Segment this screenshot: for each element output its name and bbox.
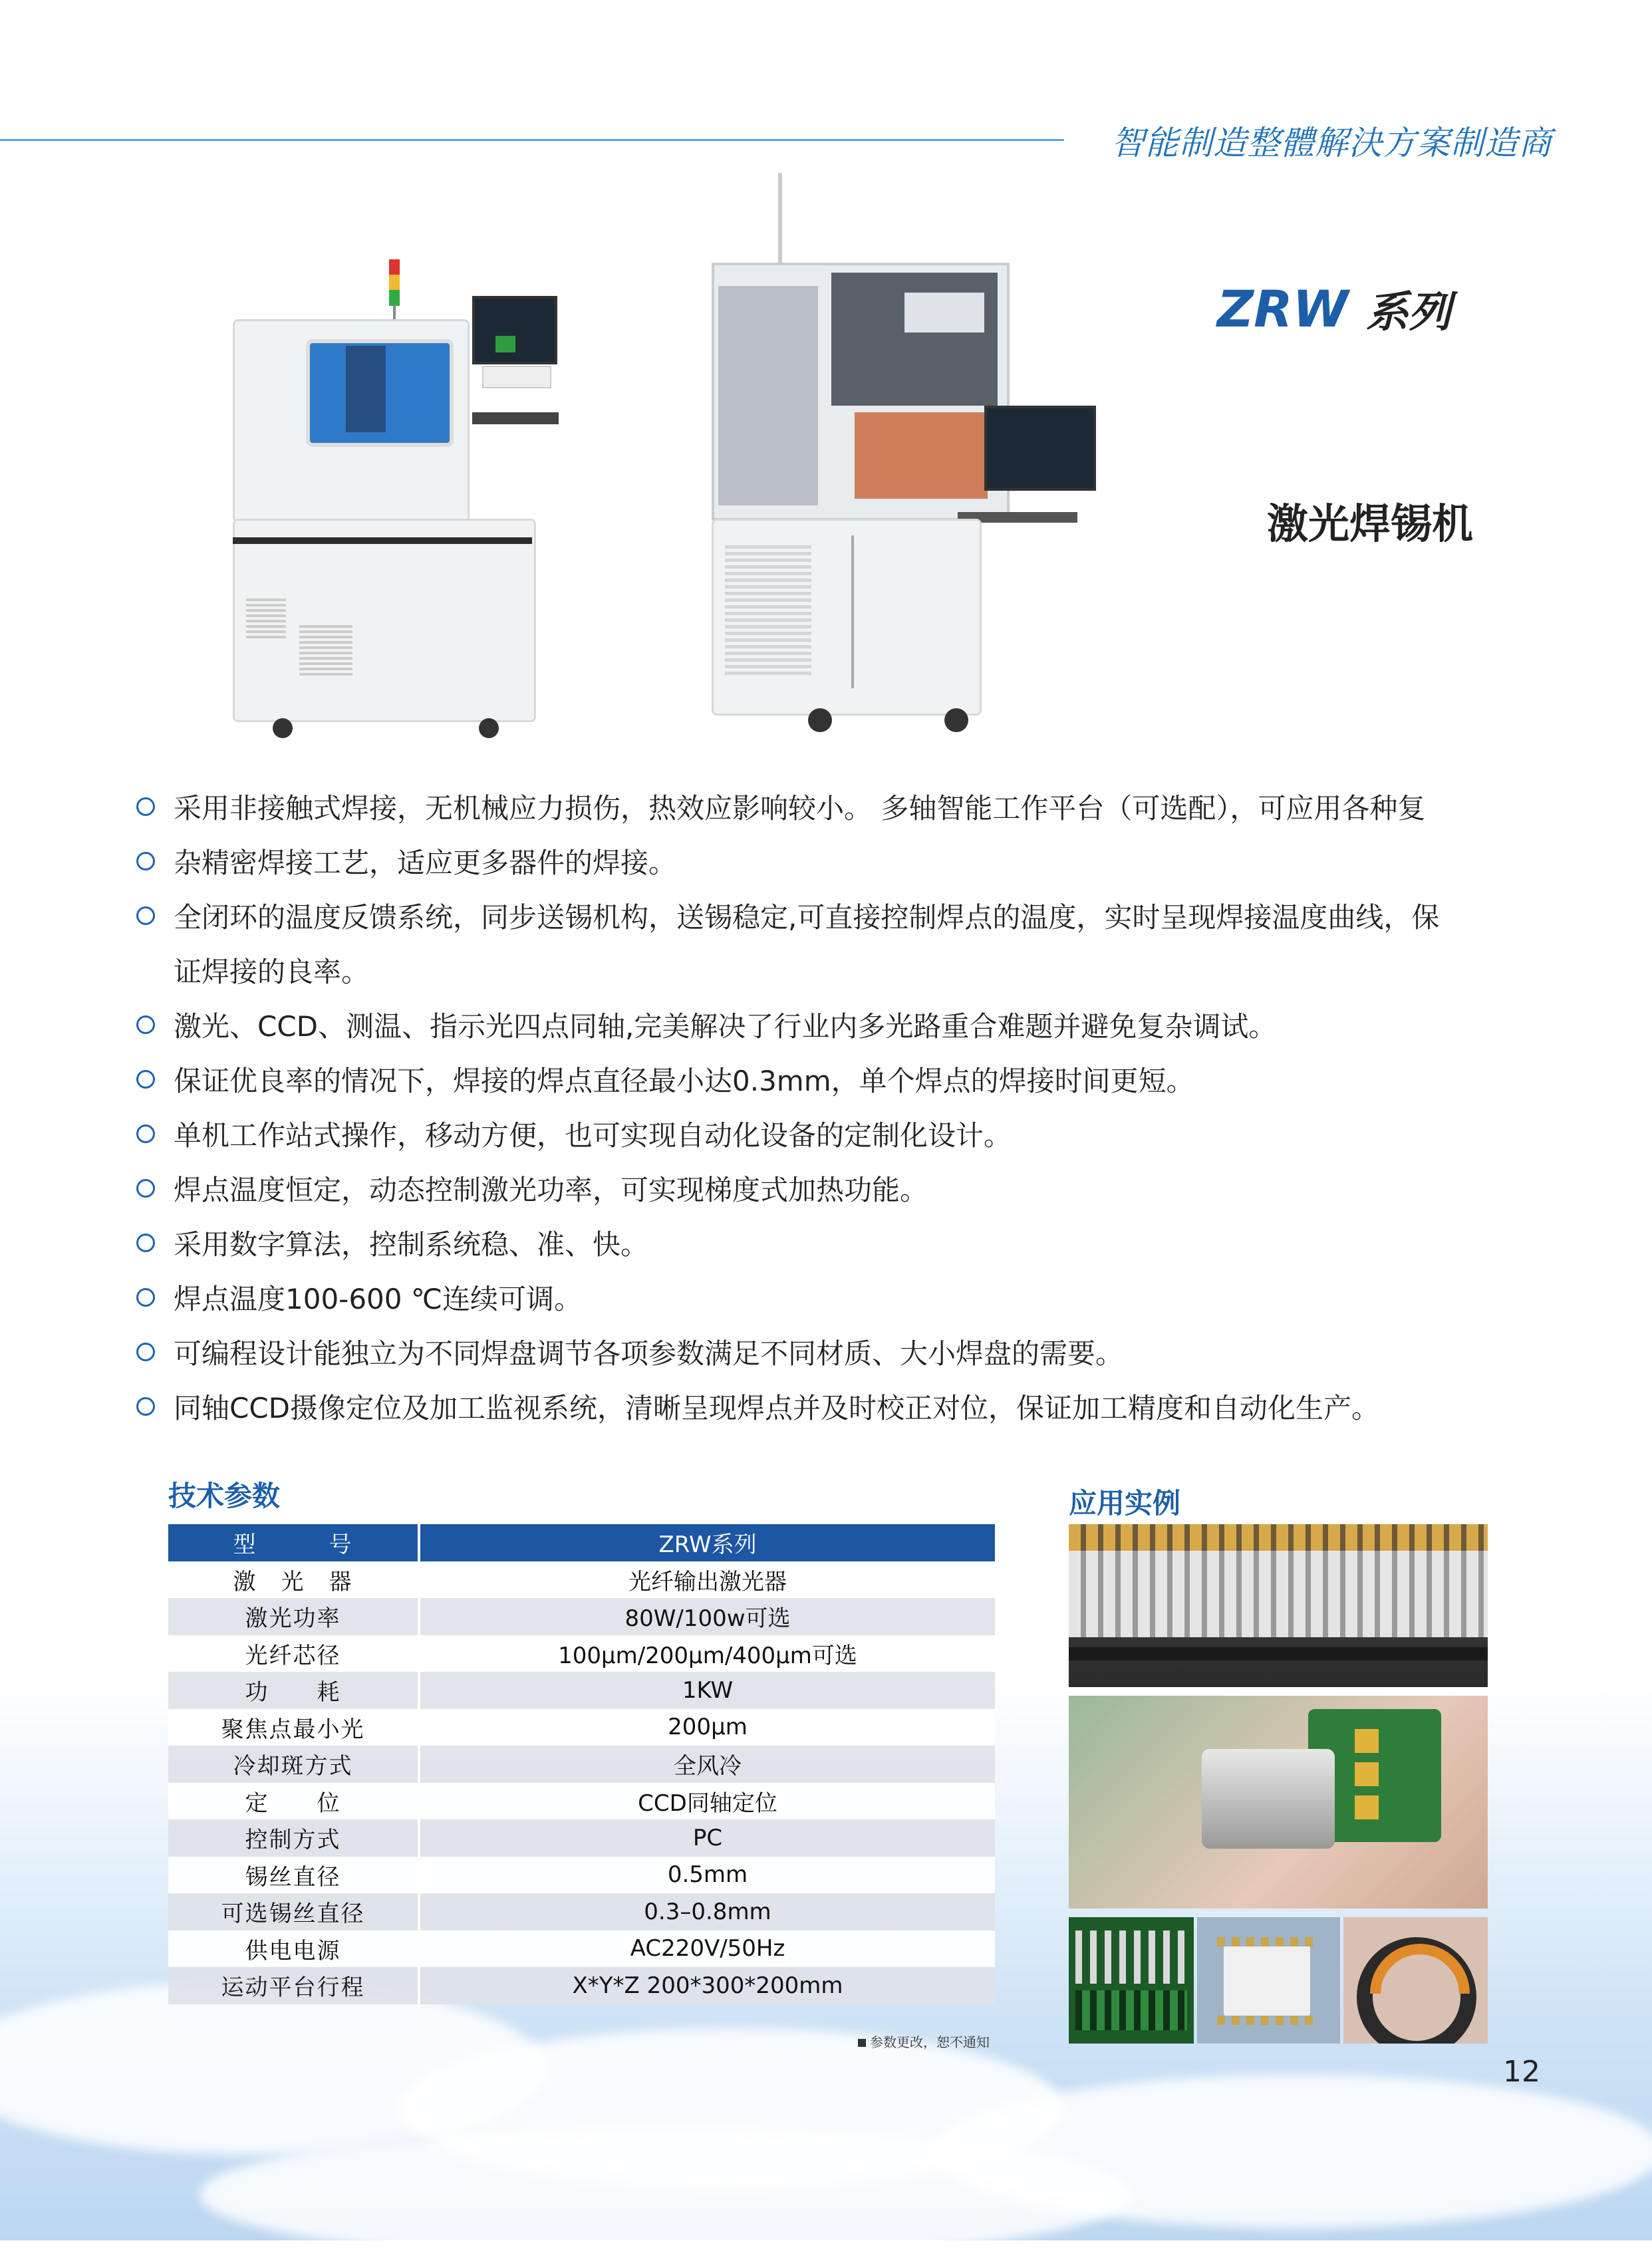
feature-item: 单机工作站式操作，移动方便，也可实现自动化设备的定制化设计。 <box>136 1109 1546 1163</box>
spec-row <box>168 1598 995 1635</box>
square-bullet-icon <box>858 2039 866 2047</box>
series-title <box>1217 278 1451 339</box>
cloud-decoration <box>200 2128 1131 2261</box>
spec-row <box>168 1783 995 1820</box>
spec-note: 参数更改，恕不通知 <box>858 2032 990 2051</box>
spec-key: 激 光 器 <box>168 1561 419 1599</box>
spec-row <box>168 1709 995 1746</box>
spec-value: ZRW系列 <box>419 1524 995 1561</box>
application-photo-2 <box>1069 1696 1488 1909</box>
feature-item: 采用数字算法，控制系统稳、准、快。 <box>136 1218 1546 1272</box>
application-photo-1 <box>1069 1524 1488 1687</box>
application-photo-3 <box>1069 1917 1194 2044</box>
feature-item: 焊点温度100-600 ℃连续可调。 <box>136 1272 1546 1327</box>
spec-row <box>168 1967 995 2004</box>
spec-key: 供电电源 <box>168 1930 419 1968</box>
circle-bullet-icon <box>136 797 155 816</box>
header-rule <box>0 139 1064 141</box>
series-code: ZRW <box>1217 279 1349 338</box>
application-photo-4 <box>1197 1917 1340 2044</box>
spec-key: 光纤芯径 <box>168 1635 419 1672</box>
circle-bullet-icon <box>136 1343 155 1361</box>
spec-value: PC <box>419 1819 995 1857</box>
page-number: 12 <box>1503 2055 1540 2089</box>
spec-value: 1KW <box>419 1672 995 1709</box>
feature-item: 焊点温度恒定，动态控制激光功率，可实现梯度式加热功能。 <box>136 1163 1546 1218</box>
spec-value: 200μm <box>419 1709 995 1746</box>
spec-value: 全风冷 <box>419 1746 995 1783</box>
machine-photo-1 <box>226 253 572 745</box>
spec-key: 激光功率 <box>168 1598 419 1635</box>
spec-section-title: 技术参数 <box>168 1480 281 1512</box>
circle-bullet-icon <box>136 1015 155 1034</box>
spec-value: AC220V/50Hz <box>419 1930 995 1968</box>
spec-key: 锡丝直径 <box>168 1857 419 1894</box>
feature-item: 可编程设计能独立为不同焊盘调节各项参数满足不同材质、大小焊盘的需要。 <box>136 1327 1546 1381</box>
spec-key: 可选锡丝直径 <box>168 1893 419 1930</box>
spec-row <box>168 1561 995 1599</box>
feature-item: 激光、CCD、测温、指示光四点同轴,完美解决了行业内多光路重合难题并避免复杂调试。 <box>136 999 1546 1054</box>
spec-key: 定 位 <box>168 1783 419 1820</box>
circle-bullet-icon <box>136 852 155 870</box>
feature-item: 同轴CCD摄像定位及加工监视系统，清晰呈现焊点并及时校正对位，保证加工精度和自动化生产。 <box>136 1381 1546 1436</box>
spec-row <box>168 1635 995 1672</box>
spec-row <box>168 1672 995 1709</box>
spec-row <box>168 1746 995 1783</box>
spec-value: 光纤输出激光器 <box>419 1561 995 1599</box>
spec-key: 运动平台行程 <box>168 1967 419 2004</box>
spec-key: 冷却斑方式 <box>168 1746 419 1783</box>
circle-bullet-icon <box>136 1179 155 1198</box>
series-suffix: 系列 <box>1365 288 1451 337</box>
circle-bullet-icon <box>136 906 155 925</box>
spec-key: 控制方式 <box>168 1819 419 1857</box>
spec-table <box>168 1524 995 2004</box>
spec-value: 0.5mm <box>419 1857 995 1894</box>
application-photo-5 <box>1343 1917 1488 2044</box>
feature-item: 全闭环的温度反馈系统，同步送锡机构，送锡稳定,可直接控制焊点的温度，实时呈现焊接温度曲线，保 <box>136 890 1546 945</box>
spec-key: 聚焦点最小光 <box>168 1709 419 1746</box>
spec-row <box>168 1893 995 1930</box>
feature-item: 采用非接触式焊接，无机械应力损伤，热效应影响较小。 多轴智能工作平台（可选配），可应用各种复 <box>136 781 1546 836</box>
circle-bullet-icon <box>136 1288 155 1307</box>
product-name: 激光焊锡机 <box>1267 499 1474 548</box>
feature-item: 保证优良率的情况下，焊接的焊点直径最小达0.3mm，单个焊点的焊接时间更短。 <box>136 1054 1546 1109</box>
spec-row <box>168 1857 995 1894</box>
circle-bullet-icon <box>136 1397 155 1416</box>
spec-value: X*Y*Z 200*300*200mm <box>419 1967 995 2004</box>
machine-photo-2 <box>705 173 1117 745</box>
spec-key: 功 耗 <box>168 1672 419 1709</box>
spec-value: CCD同轴定位 <box>419 1783 995 1820</box>
feature-item: 杂精密焊接工艺，适应更多器件的焊接。 <box>136 836 1546 890</box>
circle-bullet-icon <box>136 1234 155 1252</box>
spec-value: 0.3–0.8mm <box>419 1893 995 1930</box>
spec-header-row <box>168 1524 995 1561</box>
feature-item-continuation: 证焊接的良率。 <box>174 956 370 988</box>
applications-title: 应用实例 <box>1069 1487 1181 1520</box>
spec-row <box>168 1930 995 1968</box>
header-tagline: 智能制造整體解決方案制造商 <box>1111 124 1552 162</box>
circle-bullet-icon <box>136 1070 155 1089</box>
spec-value: 80W/100w可选 <box>419 1598 995 1635</box>
spec-key: 型 号 <box>168 1524 419 1561</box>
spec-value: 100μm/200μm/400μm可选 <box>419 1635 995 1672</box>
spec-row <box>168 1819 995 1857</box>
circle-bullet-icon <box>136 1125 155 1143</box>
feature-list <box>136 781 1546 1436</box>
